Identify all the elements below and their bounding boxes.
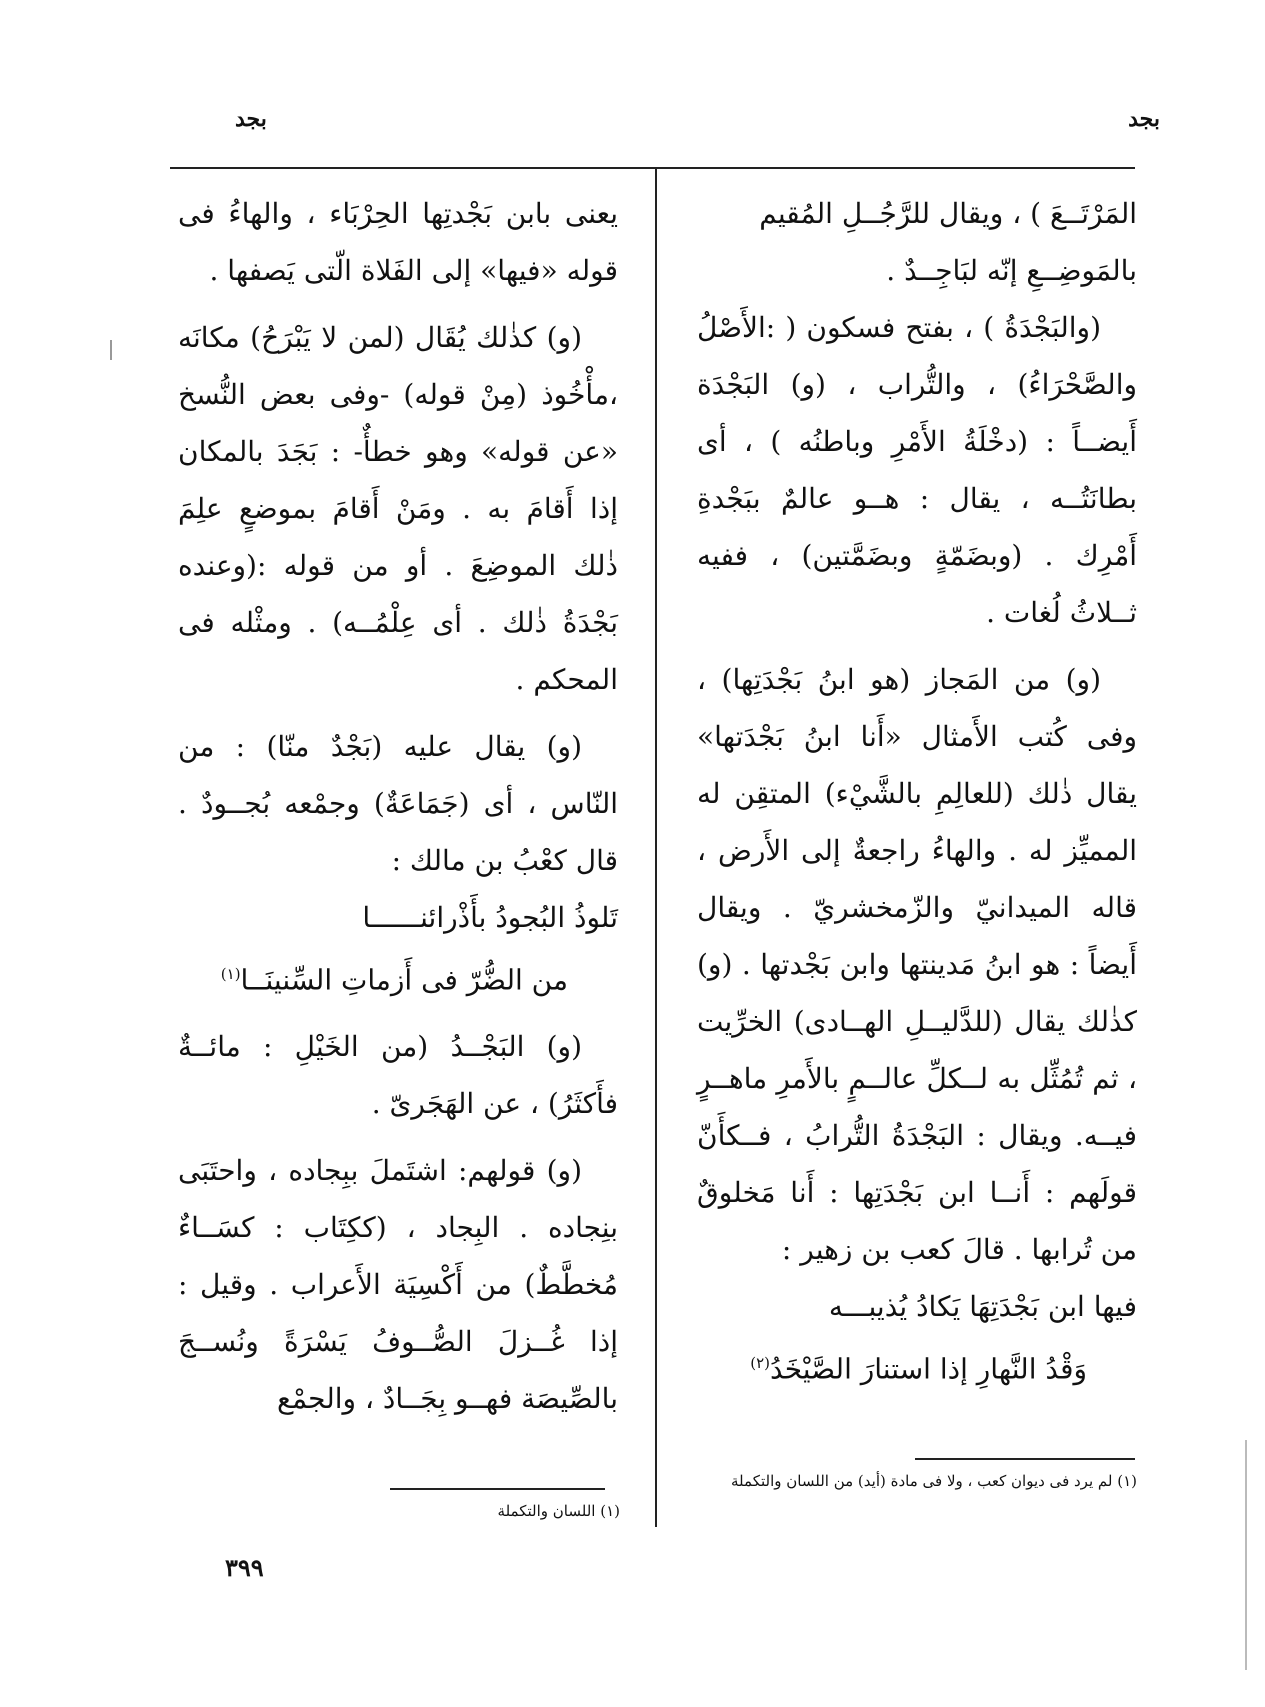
column-divider: [655, 167, 657, 1527]
paragraph: (و) من المَجاز (هو ابنُ بَجْدَتِها) ، وفى كُتب الأَمثال «أَنا ابنُ بَجْدَتها» يقال ذٰلك (للعالِمِ بالشَّيْء) المتقِن له المميِّز له . والهاءُ راجعةٌ إلى الأَرض ، قاله الميدانيّ والزّمخشريّ . ويقال أَيضاً : هو ابنُ مَدينتها وابن بَجْدتها . (و) كذٰلك يقال (للدَّليــلِ الهــادى) الخرِّيت ، ثم تُمُثِّل به لــكلِّ عالــمٍ بالأَمرِ ماهــرٍ فيــه. ويقال : البَجْدَةُ التُّرابُ ، فــكأَنّ قولَهم : أَنــا ابن بَجْدَتِها : أَنا مَخلوقٌ من تُرابها . قالَ كعب بن زهير :: [697, 663, 1137, 1266]
verse-text: وَقْدُ النَّهارِ إذا استنارَ الصَّيْخَدُ: [770, 1352, 1087, 1386]
page-number: ٣٩٩: [225, 1553, 264, 1582]
footnote-left: (١) اللسان والتكملة: [497, 1502, 620, 1520]
verse-line: [697, 1335, 1137, 1397]
paragraph: (والبَجْدَةُ ) ، بفتح فسكون ( :الأَصْلُ والصَّحْرَاءُ) ، والتُّراب ، (و) البَجْدَة أَيضــاً : (دخْلَةُ الأَمْرِ وباطنُه ) ، أى بطانَتُــه ، يقال : هــو عالمٌ ببَجْدةِ أَمْرِك . (وبضَمّةٍ وبضَمَّتين) ، ففيه ثــلاثُ لُغات .: [697, 311, 1137, 629]
verse-text: من الضُّرّ فى أَزماتِ السِّنينَــا: [240, 963, 568, 997]
footnote-right: (١) لم يرد فى ديوان كعب ، ولا فى مادة (أيد) من اللسان والتكملة: [731, 1472, 1137, 1490]
footnote-rule-right: [915, 1458, 1135, 1460]
footnote-marker: (٢): [750, 1354, 771, 1372]
paragraph: المَرْتَــعَ ) ، ويقال للرَّجُــلِ المُقيم: [759, 197, 1137, 230]
footnote-marker: (١): [220, 965, 241, 983]
paragraph: (و) يقال عليه (بَجْدٌ منّا) : من النّاس ، أى (جَمَاعَةٌ) وجمْعه بُجــودٌ . قال كعْبُ بن مالك :: [178, 730, 618, 877]
paragraph: (و) البَجْــدُ (من الخَيْلِ : مائــةٌ فأَكثَرُ) ، عن الهَجَرىّ .: [178, 1030, 618, 1121]
scan-edge-mark: [1245, 1440, 1247, 1670]
verse-line: تَلوذُ البُجودُ بأَذْرائنــــــا: [362, 901, 618, 934]
paragraph: يعنى بابن بَجْدتِها الحِرْبَاء ، والهاءُ فى قوله «فيها» إلى الفَلاة الّتى يَصفها .: [178, 197, 618, 287]
verse-line: فيها ابن بَجْدَتِهَا يَكادُ يُذيبـــه: [828, 1290, 1137, 1323]
footnote-rule-left: [390, 1488, 605, 1490]
scan-edge-mark: [110, 340, 112, 360]
verse-line: [178, 946, 618, 1008]
paragraph: بالمَوضِــعِ إنّه لبَاجِــدٌ .: [886, 254, 1137, 287]
text-column-right: [697, 185, 1137, 1397]
running-header-left: بجد: [235, 106, 267, 132]
header-rule: [170, 167, 1135, 169]
running-header-right: بجد: [1128, 106, 1160, 132]
text-column-left: [178, 185, 618, 1427]
paragraph: (و) كذٰلك يُقَال (لمن لا يَبْرَحُ) مكانَه ،مأْخُوذ (مِنْ قوله) -وفى بعض النُّسخ «عن قوله» وهو خطأٌ- : بَجَدَ بالمكان إذا أَقامَ به . ومَنْ أَقامَ بموضعٍ علِمَ ذٰلك الموضِعَ . أو من قوله :(وعنده بَجْدَةُ ذٰلك . أى عِلْمُــه) . ومثْله فى المحكم .: [178, 321, 618, 696]
paragraph: (و) قولهم: اشتَملَ ببِجاده ، واحتَبَى بنِجاده . البِجاد ، (ككِتَاب : كسَــاءٌ مُخطَّطٌ) من أَكْسِيَة الأَعراب . وقيل : إذا غُــزلَ الصُّــوفُ يَسْرَةً ونُســجَ بالصِّيصَة فهــو بِجَــادٌ ، والجمْع: [178, 1154, 618, 1416]
